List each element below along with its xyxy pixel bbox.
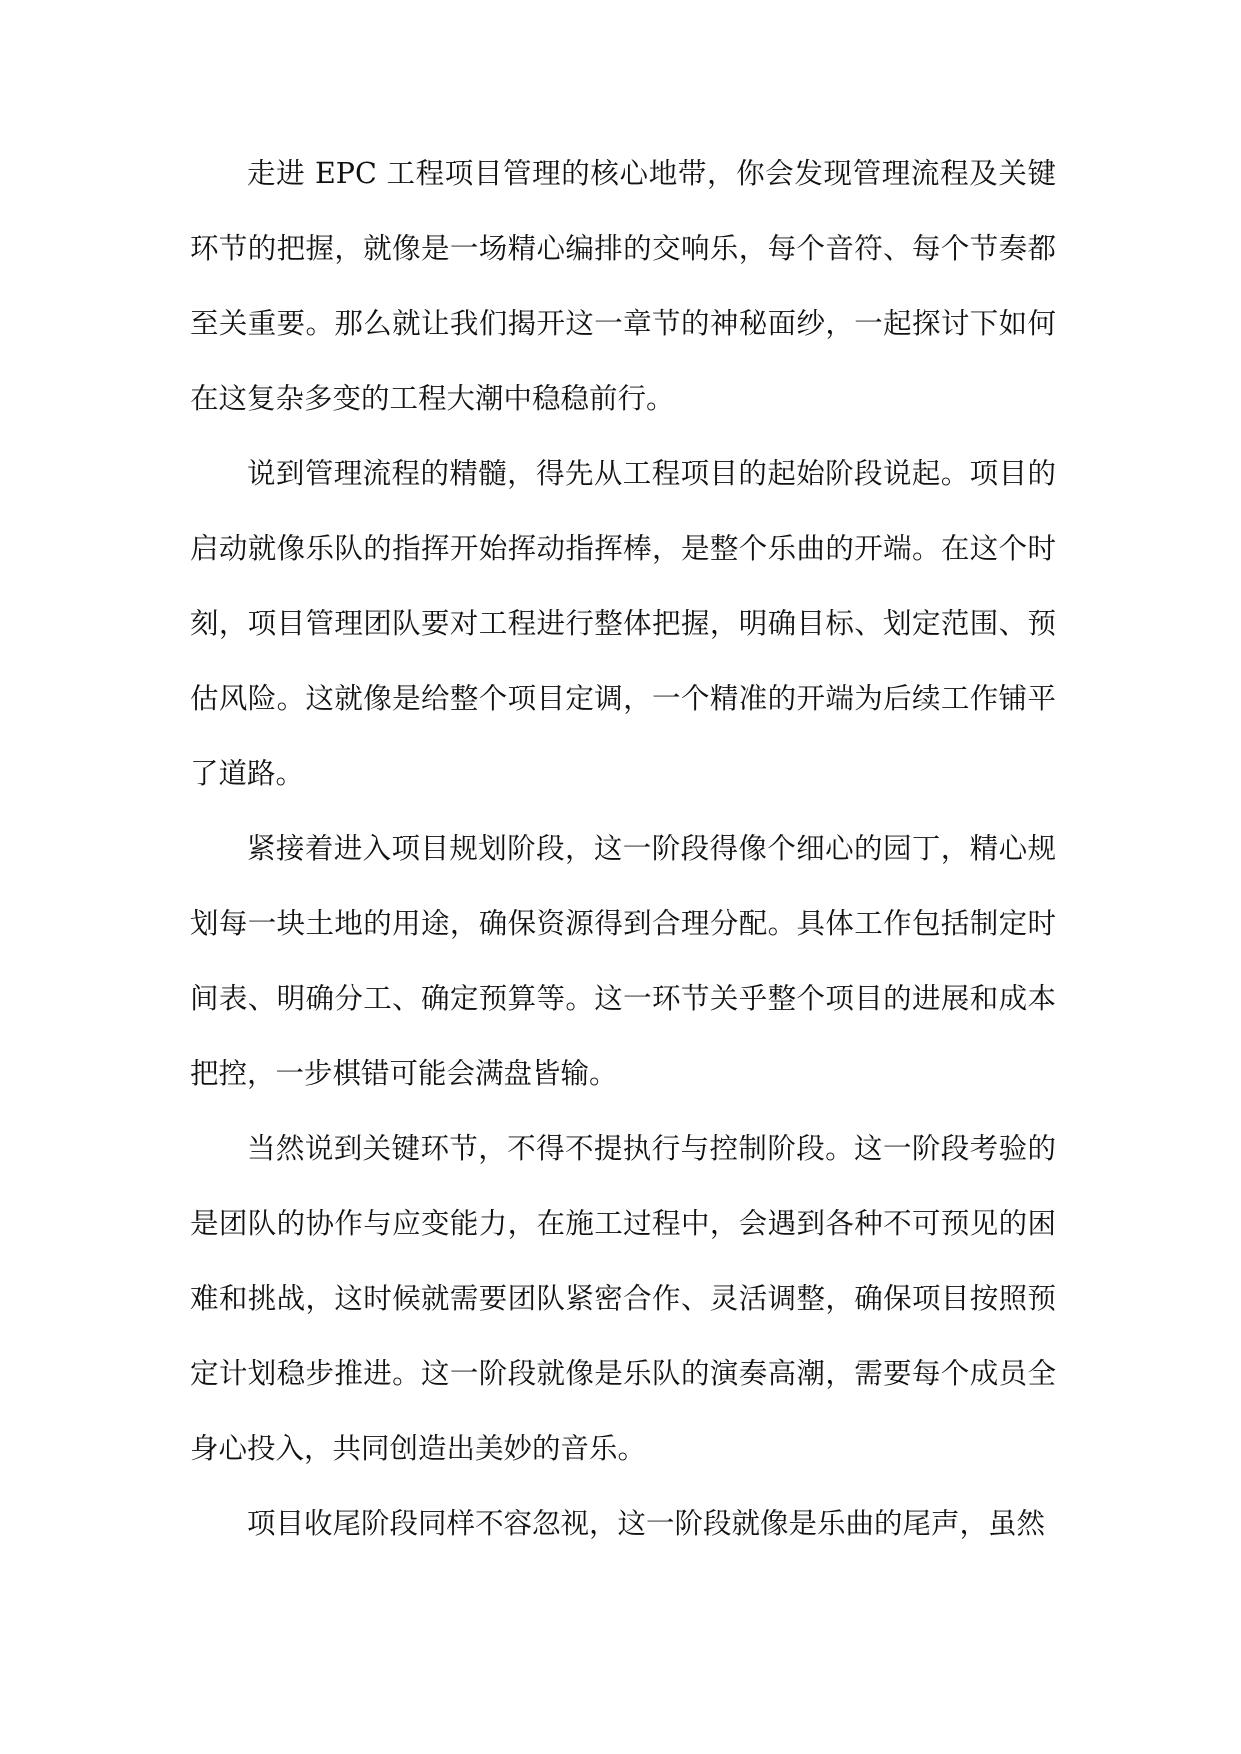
paragraph-4: 当然说到关键环节，不得不提执行与控制阶段。这一阶段考验的是团队的协作与应变能力，在施工过程中，会遇到各种不可预见的困难和挑战，这时候就需要团队紧密合作、灵活调整，确保项目按照预定计划稳步推进。这一阶段就像是乐队的演奏高潮，需要每个成员全身心投入，共同创造出美妙的音乐。: [190, 1132, 1056, 1465]
document-body: [190, 136, 1056, 1561]
paragraph-3: 紧接着进入项目规划阶段，这一阶段得像个细心的园丁，精心规划每一块土地的用途，确保资源得到合理分配。具体工作包括制定时间表、明确分工、确定预算等。这一环节关乎整个项目的进展和成本把控，一步棋错可能会满盘皆输。: [190, 832, 1056, 1090]
paragraph-2: 说到管理流程的精髓，得先从工程项目的起始阶段说起。项目的启动就像乐队的指挥开始挥动指挥棒，是整个乐曲的开端。在这个时刻，项目管理团队要对工程进行整体把握，明确目标、划定范围、预估风险。这就像是给整个项目定调，一个精准的开端为后续工作铺平了道路。: [190, 457, 1056, 790]
paragraph-1: 走进 EPC 工程项目管理的核心地带，你会发现管理流程及关键环节的把握，就像是一场精心编排的交响乐，每个音符、每个节奏都至关重要。那么就让我们揭开这一章节的神秘面纱，一起探讨下如何在这复杂多变的工程大潮中稳稳前行。: [190, 157, 1056, 415]
paragraph-5: 项目收尾阶段同样不容忽视，这一阶段就像是乐曲的尾声，虽然: [247, 1507, 1046, 1540]
